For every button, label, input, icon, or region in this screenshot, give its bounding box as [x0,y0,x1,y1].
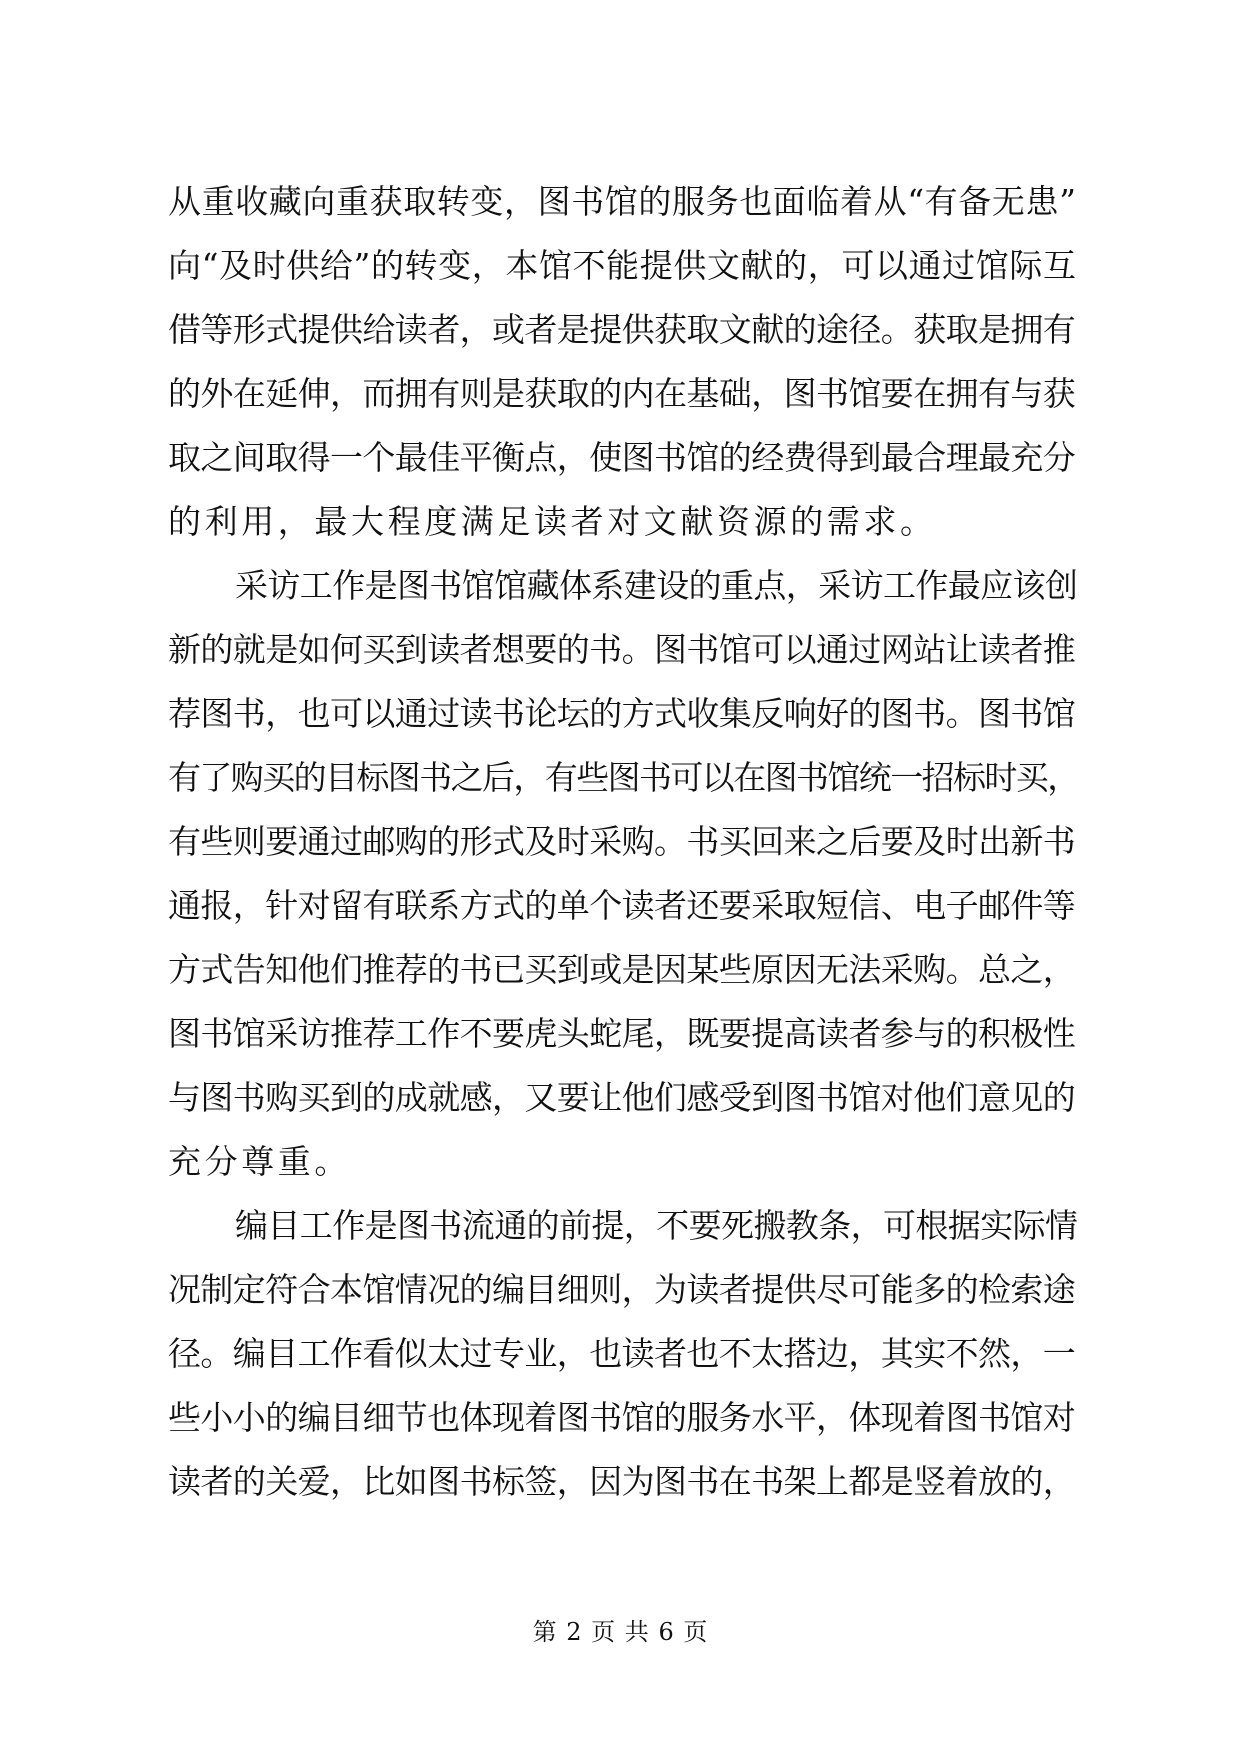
paragraph-3-line-5: 读者的关爱，比如图书标签，因为图书在书架上都是竖着放的， [168,1462,1076,1501]
paragraph-2-line-1: 采访工作是图书馆馆藏体系建设的重点，采访工作最应该创 [235,566,1078,605]
paragraph-1-line-5: 取之间取得一个最佳平衡点，使图书馆的经费得到最合理最充分 [168,438,1076,477]
paragraph-1-line-1: 从重收藏向重获取转变，图书馆的服务也面临着从“有备无患” [168,182,1077,221]
paragraph-2-line-3: 荐图书，也可以通过读书论坛的方式收集反响好的图书。图书馆 [168,694,1076,733]
page-number-footer: 第 2 页 共 6 页 [532,1618,709,1646]
paragraph-2-line-9: 与图书购买到的成就感，又要让他们感受到图书馆对他们意见的 [168,1078,1076,1117]
paragraph-2-line-8: 图书馆采访推荐工作不要虎头蛇尾，既要提高读者参与的积极性 [168,1014,1076,1053]
paragraph-2-line-6: 通报，针对留有联系方式的单个读者还要采取短信、电子邮件等 [168,886,1076,925]
paragraph-2-line-4: 有了购买的目标图书之后，有些图书可以在图书馆统一招标时买， [168,758,1079,797]
paragraph-3-line-1: 编目工作是图书流通的前提，不要死搬教条，可根据实际情 [235,1206,1078,1245]
paragraph-2-line-2: 新的就是如何买到读者想要的书。图书馆可以通过网站让读者推 [168,630,1076,669]
paragraph-1-line-3: 借等形式提供给读者，或者是提供获取文献的途径。获取是拥有 [168,310,1076,349]
paragraph-1-line-6: 的利用，最大程度满足读者对文献资源的需求。 [168,502,937,541]
paragraph-1-line-4: 的外在延伸，而拥有则是获取的内在基础，图书馆要在拥有与获 [168,374,1076,413]
paragraph-2-line-10: 充分尊重。 [168,1142,351,1181]
paragraph-3-line-2: 况制定符合本馆情况的编目细则，为读者提供尽可能多的检索途 [168,1270,1076,1309]
paragraph-1-line-2: 向“及时供给”的转变，本馆不能提供文献的，可以通过馆际互 [168,246,1077,285]
paragraph-2-line-7: 方式告知他们推荐的书已买到或是因某些原因无法采购。总之， [168,950,1076,989]
paragraph-3-line-4: 些小小的编目细节也体现着图书馆的服务水平，体现着图书馆对 [168,1398,1076,1437]
paragraph-3-line-3: 径。编目工作看似太过专业，也读者也不太搭边，其实不然，一 [168,1334,1076,1373]
paragraph-2-line-5: 有些则要通过邮购的形式及时采购。书买回来之后要及时出新书 [168,822,1076,861]
